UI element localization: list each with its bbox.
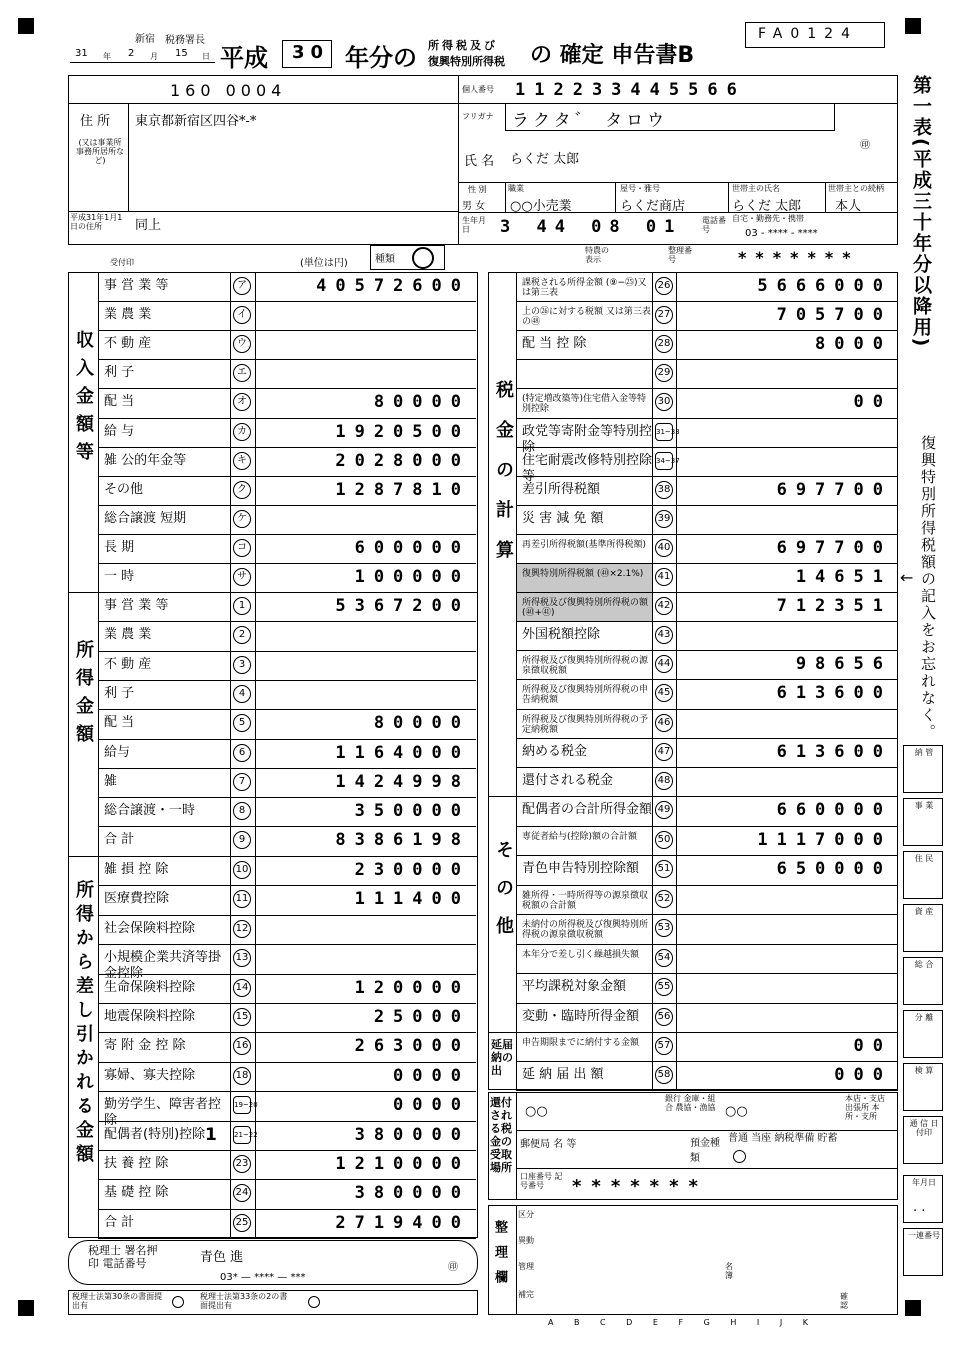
row-label: 寡婦、寡夫控除 bbox=[104, 1067, 196, 1083]
row-number-mark: 12 bbox=[233, 920, 251, 938]
row-label: 勤労学生、障害者控除 bbox=[104, 1097, 222, 1129]
side-box-label: 納 管 bbox=[914, 748, 934, 757]
side-box-label: 分 離 bbox=[914, 1013, 934, 1022]
row-value[interactable]: 263000 bbox=[354, 1036, 470, 1057]
row-label: 所得税及び復興特別所得税の額 (㊵+㊶) bbox=[522, 598, 649, 619]
row-value[interactable]: 697700 bbox=[776, 479, 892, 500]
uketsuke-label: 受付印 bbox=[110, 258, 134, 267]
row-value[interactable]: 380000 bbox=[354, 1124, 470, 1145]
tax-office-suffix: 税務署長 bbox=[165, 35, 205, 46]
row-label: 未納付の所得税及び復興特別所得税の源泉徴収税額 bbox=[522, 920, 649, 940]
row-value[interactable]: 8000 bbox=[815, 334, 892, 355]
row-label: 雑 損 控 除 bbox=[104, 862, 169, 877]
row-label: 事 営 業 等 bbox=[104, 598, 169, 613]
row-number-mark: ア bbox=[233, 277, 251, 295]
shotoku-section: 所得金額 bbox=[73, 640, 94, 752]
sex-value[interactable]: 男 女 bbox=[462, 201, 486, 212]
account-label: 口座番号 記号番号 bbox=[520, 1172, 563, 1190]
row-value[interactable]: 1117000 bbox=[757, 829, 892, 850]
seiri-block bbox=[488, 1205, 898, 1315]
row-value[interactable]: 98656 bbox=[795, 654, 892, 675]
row-label: 還付される税金 bbox=[522, 772, 614, 788]
row-label: 納める税金 bbox=[522, 743, 588, 759]
furigana[interactable]: ラクタ゛ タロウ bbox=[512, 111, 669, 131]
occupation-label: 職業 bbox=[508, 184, 524, 193]
submit-month: 2 bbox=[128, 48, 135, 59]
row-number-mark: 10 bbox=[233, 861, 251, 879]
row-number-mark: 56 bbox=[655, 1008, 673, 1026]
seiri-label-3: 補完 bbox=[518, 1290, 534, 1299]
row-number-mark: 4 bbox=[233, 685, 251, 703]
extension-section: 延届納の出 bbox=[491, 1038, 513, 1077]
row-label: 延 納 届 出 額 bbox=[522, 1067, 604, 1082]
row-number-mark: 15 bbox=[233, 1008, 251, 1026]
unit-label: (単位は円) bbox=[300, 258, 348, 269]
row-label: 利 子 bbox=[104, 365, 135, 381]
row-value[interactable]: 660000 bbox=[776, 800, 892, 820]
row-value[interactable]: 00 bbox=[853, 1036, 892, 1056]
row-value[interactable]: 00 bbox=[853, 392, 892, 413]
title-tax2: 復興特別所得税 bbox=[428, 55, 505, 68]
row-number-mark: 47 bbox=[655, 743, 673, 761]
row-number-mark: ウ bbox=[233, 335, 251, 353]
postal-code[interactable]: 160 0004 bbox=[170, 81, 287, 100]
phone-type: 自宅・勤務先・携帯 bbox=[732, 214, 804, 223]
kind-label: 種類 bbox=[375, 254, 395, 265]
row-number-mark: 45 bbox=[655, 684, 673, 702]
seiri-name-label: 名簿 bbox=[725, 1262, 733, 1280]
row-number-mark: 42 bbox=[655, 597, 673, 615]
row-label: 総合譲渡・一時 bbox=[104, 803, 196, 819]
row-number-mark: 51 bbox=[655, 860, 673, 878]
title-post: の 確定 申告書B bbox=[530, 43, 695, 68]
deposit-label: 預金種類 bbox=[690, 1138, 720, 1164]
submit-year: 31 bbox=[75, 48, 88, 59]
row-number-mark: 19~20 bbox=[233, 1096, 251, 1114]
seiri-label-0: 区分 bbox=[518, 1210, 534, 1219]
row-label: 一 時 bbox=[104, 569, 135, 584]
row-label: 利 子 bbox=[104, 685, 135, 701]
row-label: 長 期 bbox=[104, 539, 135, 555]
row-value[interactable]: 350000 bbox=[354, 801, 470, 822]
row-number-mark: 27 bbox=[655, 306, 673, 324]
row-label: 本年分で差し引く繰越損失額 bbox=[522, 949, 640, 960]
row-label: 所得税及び復興特別所得税の予定納税額 bbox=[522, 714, 649, 735]
row-value[interactable]: 650000 bbox=[776, 859, 892, 879]
row-label: 青色申告特別控除額 bbox=[522, 861, 640, 876]
row-number-mark: 38 bbox=[655, 481, 673, 499]
row-label: 不 動 産 bbox=[104, 336, 152, 352]
row-value[interactable]: 8386198 bbox=[335, 830, 470, 851]
row-number-mark: コ bbox=[233, 539, 251, 557]
row-label: 基 礎 控 除 bbox=[104, 1185, 169, 1201]
row-number-mark: カ bbox=[233, 423, 251, 441]
row-label: 生命保険料控除 bbox=[104, 979, 196, 995]
art30-circle[interactable] bbox=[172, 1296, 184, 1308]
accountant-phone[interactable]: 03* — **** — *** bbox=[220, 1272, 306, 1283]
side-title: 第一表(平成三十年分以降用) bbox=[910, 75, 932, 349]
row-value[interactable]: 230000 bbox=[354, 860, 470, 880]
row-number-mark: キ bbox=[233, 452, 251, 470]
bank-right[interactable]: ○○ bbox=[725, 1104, 748, 1119]
row-label: その他 bbox=[104, 481, 144, 497]
row-label: 配 当 bbox=[104, 394, 135, 410]
row-value[interactable]: 600000 bbox=[354, 537, 470, 558]
era: 平成 bbox=[220, 44, 268, 72]
deposit-types[interactable]: 普通 当座 納税準備 貯蓄 bbox=[728, 1133, 838, 1144]
row-number-mark: サ bbox=[233, 568, 251, 586]
row-value[interactable]: 100000 bbox=[354, 567, 470, 587]
shop-label: 屋号・雅号 bbox=[620, 184, 660, 193]
name[interactable]: らくだ 太郎 bbox=[510, 152, 580, 167]
row-number-mark: 7 bbox=[233, 773, 251, 791]
jan1-address[interactable]: 同上 bbox=[135, 218, 162, 233]
row-number-mark: 48 bbox=[655, 772, 673, 790]
registration-mark bbox=[905, 1300, 921, 1316]
row-label: 雑 公的年金等 bbox=[104, 452, 187, 468]
accountant-name[interactable]: 青色 進 bbox=[200, 1250, 244, 1265]
side-box-label: 一連番号 bbox=[908, 1231, 940, 1240]
row-label: 業 農 業 bbox=[104, 627, 152, 643]
birth[interactable]: 3 44 08 01 bbox=[500, 217, 683, 237]
row-number-mark: 57 bbox=[655, 1037, 673, 1055]
row-label: 平均課税対象金額 bbox=[522, 979, 627, 994]
row-number-mark: 25 bbox=[233, 1214, 251, 1232]
side-box-label: 事 業 bbox=[914, 801, 934, 810]
row-number-mark: 49 bbox=[655, 801, 673, 819]
side-box-label: 住 民 bbox=[914, 854, 934, 863]
year-value: 30 bbox=[292, 42, 330, 63]
row-label: 配 当 控 除 bbox=[522, 336, 587, 352]
row-value[interactable]: 0000 bbox=[393, 1065, 470, 1086]
row-number-mark: エ bbox=[233, 364, 251, 382]
birth-label: 生年月日 bbox=[462, 216, 486, 234]
row-number-mark: イ bbox=[233, 306, 251, 324]
row-value[interactable]: 1287810 bbox=[335, 479, 470, 500]
seal-mark: ㊞ bbox=[860, 140, 870, 151]
art33-circle[interactable] bbox=[308, 1296, 320, 1308]
row-value[interactable]: 613600 bbox=[776, 741, 892, 762]
row-number-mark: 28 bbox=[655, 335, 673, 353]
row-number-mark: ケ bbox=[233, 510, 251, 528]
side-box-label: 検 算 bbox=[914, 1066, 934, 1075]
submit-day: 15 bbox=[175, 48, 188, 59]
row-label: 配 当 bbox=[104, 715, 135, 731]
registration-mark bbox=[18, 18, 34, 34]
row-label: 変動・臨時所得金額 bbox=[522, 1008, 640, 1024]
row-label: 給 与 bbox=[104, 423, 135, 439]
special-label: 特農の表示 bbox=[585, 246, 609, 264]
tax-section: 税金の計算 bbox=[493, 380, 514, 580]
side-box-label: 通 信 日付印 bbox=[909, 1119, 939, 1137]
relation[interactable]: 本人 bbox=[835, 199, 862, 214]
row-label: 上の㉖に対する税額 又は第三表の㊽ bbox=[522, 307, 651, 328]
row-number-mark: 11 bbox=[233, 890, 251, 908]
row-label: 災 害 減 免 額 bbox=[522, 510, 604, 526]
phone-label: 電話番号 bbox=[702, 216, 726, 234]
date-dots: . . bbox=[913, 1200, 926, 1215]
row-number-mark: 1 bbox=[233, 597, 251, 615]
side-note: 復興特別所得税額の記入をお忘れなく。 bbox=[919, 435, 937, 741]
row-label: 雑 bbox=[104, 773, 118, 789]
row-value[interactable]: 613600 bbox=[776, 683, 892, 704]
row-label: 再差引所得税額(基準所得税額) bbox=[522, 539, 647, 550]
side-box-label: 資 産 bbox=[914, 907, 934, 916]
row-label: 所得税及び復興特別所得税の申告納税額 bbox=[522, 685, 649, 706]
seiri-section: 整理欄 bbox=[492, 1220, 507, 1295]
row-number-mark: ク bbox=[233, 481, 251, 499]
branch-label: 本店・支店 出張所 本所・支所 bbox=[845, 1094, 885, 1121]
row-label: 配偶者(特別)控除 bbox=[104, 1126, 206, 1142]
row-label: (特定増改築等)住宅借入金等特別控除 bbox=[522, 394, 647, 415]
row-value[interactable]: 712351 bbox=[776, 596, 892, 617]
row-value[interactable]: 40572600 bbox=[316, 276, 470, 296]
row-label: 給与 bbox=[104, 744, 131, 760]
row-value[interactable]: 111400 bbox=[354, 889, 470, 910]
row-number-mark: 52 bbox=[655, 890, 673, 908]
furigana-label: フリガナ bbox=[462, 112, 494, 121]
row-number-mark: 14 bbox=[233, 979, 251, 997]
row-label: 雑所得・一時所得等の源泉徴収税額の合計額 bbox=[522, 890, 649, 911]
row-value[interactable]: 80000 bbox=[373, 713, 470, 734]
occupation[interactable]: ○○小売業 bbox=[510, 199, 572, 214]
row-label: 地震保険料控除 bbox=[104, 1009, 196, 1024]
shop[interactable]: らくだ商店 bbox=[620, 199, 686, 214]
account-number[interactable]: ******* bbox=[572, 1176, 708, 1197]
row-value[interactable]: 80000 bbox=[373, 392, 470, 413]
row-label: 扶 養 控 除 bbox=[104, 1156, 169, 1171]
accountant-seal: ㊞ bbox=[448, 1262, 458, 1273]
row-value[interactable]: 2719400 bbox=[335, 1212, 470, 1233]
householder-label: 世帯主の氏名 bbox=[732, 184, 780, 193]
row-value[interactable]: 120000 bbox=[354, 977, 470, 998]
row-number-mark: オ bbox=[233, 393, 251, 411]
row-label: 申告期限までに納付する金額 bbox=[522, 1038, 640, 1048]
row-number-mark: 16 bbox=[233, 1037, 251, 1055]
row-number-mark: 29 bbox=[655, 364, 673, 382]
row-number-mark: 18 bbox=[233, 1067, 251, 1085]
title-pre: 年分の bbox=[345, 44, 417, 72]
row-value[interactable]: 697700 bbox=[776, 537, 892, 558]
tax-office: 新宿 bbox=[135, 34, 155, 45]
row-number-mark: 2 bbox=[233, 626, 251, 644]
row-label: 課税される所得金額 (⑨−㉕)又は第三表 bbox=[522, 278, 647, 298]
other-section: その他 bbox=[493, 840, 514, 954]
phone[interactable]: 03 - **** - **** bbox=[745, 228, 818, 239]
row-label: 専従者給与(控除)額の合計額 bbox=[522, 831, 638, 842]
row-value[interactable]: 5367200 bbox=[335, 596, 470, 616]
postal-label: 郵便局 名 等 bbox=[520, 1139, 577, 1150]
row-number-mark: 3 bbox=[233, 656, 251, 674]
seiri-label: 整理番号 bbox=[668, 246, 692, 264]
address-sub: (又は事業所事務所居所など) bbox=[76, 138, 124, 165]
row-value[interactable]: 0000 bbox=[393, 1095, 470, 1116]
row-number-mark: 43 bbox=[655, 626, 673, 644]
row-number-mark: 21~22 bbox=[233, 1126, 251, 1144]
row-label: 寄 附 金 控 除 bbox=[104, 1038, 186, 1054]
row-number-mark: 58 bbox=[655, 1066, 673, 1084]
row-value[interactable]: 5666000 bbox=[757, 276, 892, 296]
sex-label: 性 別 bbox=[468, 185, 487, 194]
registration-mark bbox=[18, 1300, 34, 1316]
row-label: 事 営 業 等 bbox=[104, 278, 169, 293]
seiri-confirm-label: 確認 bbox=[840, 1292, 848, 1310]
row-value[interactable]: 1164000 bbox=[335, 742, 470, 763]
side-box-label: 年月日 bbox=[912, 1178, 936, 1187]
row-label: 住宅耐震改修特別控除等 bbox=[522, 452, 653, 484]
row-number-mark: 24 bbox=[233, 1184, 251, 1202]
bank-left[interactable]: ○○ bbox=[525, 1104, 548, 1119]
deposit-circle[interactable] bbox=[733, 1150, 746, 1163]
row-label: 復興特別所得税額 (㊵×2.1%) bbox=[522, 569, 644, 579]
row-number-mark: 34~37 bbox=[655, 452, 673, 470]
mynumber[interactable]: 112233445566 bbox=[515, 80, 746, 100]
row-number-mark: 23 bbox=[233, 1155, 251, 1173]
form-code: FA0124 bbox=[758, 26, 858, 42]
row-label: 所得税及び復興特別所得税の源泉徴収税額 bbox=[522, 656, 649, 677]
row-label: 政党等寄附金等特別控除 bbox=[522, 423, 653, 455]
row-number-mark: 53 bbox=[655, 919, 673, 937]
row-number-mark: 50 bbox=[655, 831, 673, 849]
row-label: 差引所得税額 bbox=[522, 481, 601, 497]
title-tax1: 所得税及び bbox=[428, 39, 498, 52]
relation-label: 世帯主との続柄 bbox=[828, 184, 884, 193]
name-label: 氏 名 bbox=[464, 154, 495, 169]
row-label: 業 農 業 bbox=[104, 307, 152, 323]
art33-label: 税理士法第33条の2の書面提出有 bbox=[200, 1292, 288, 1310]
row-label: 不 動 産 bbox=[104, 656, 152, 672]
row-kubun[interactable]: 1 bbox=[205, 1124, 217, 1145]
row-number-mark: 54 bbox=[655, 949, 673, 967]
accountant-label: 税理士 署名押印 電話番号 bbox=[88, 1244, 158, 1270]
row-number-mark: 8 bbox=[233, 802, 251, 820]
art30-label: 税理士法第30条の書面提出有 bbox=[72, 1292, 163, 1310]
row-label: 総合譲渡 短期 bbox=[104, 510, 187, 526]
row-value[interactable]: 1920500 bbox=[335, 421, 470, 442]
row-label: 外国税額控除 bbox=[522, 627, 601, 643]
row-value[interactable]: 1210000 bbox=[335, 1154, 470, 1174]
address-label: 住 所 bbox=[80, 114, 111, 129]
seiri-label-2: 管理 bbox=[518, 1262, 534, 1271]
row-label: 合 計 bbox=[104, 832, 135, 848]
row-number-mark: 26 bbox=[655, 277, 673, 295]
seiri-number: ******* bbox=[738, 248, 860, 267]
mynumber-label: 個人番号 bbox=[462, 85, 494, 94]
income-section: 収入金額等 bbox=[73, 330, 94, 470]
side-box-label: 総 合 bbox=[914, 960, 934, 969]
row-value[interactable]: 380000 bbox=[354, 1183, 470, 1204]
refund-section: 還付される税金の受取場所 bbox=[490, 1096, 512, 1174]
row-number-mark: 6 bbox=[233, 744, 251, 762]
row-value[interactable]: 25000 bbox=[373, 1007, 470, 1027]
address[interactable]: 東京都新宿区四谷*-* bbox=[135, 114, 257, 129]
side-note-arrow: ← bbox=[900, 568, 914, 587]
row-number-mark: 31~33 bbox=[655, 423, 673, 441]
row-number-mark: 40 bbox=[655, 539, 673, 557]
row-value[interactable]: 000 bbox=[834, 1065, 892, 1085]
row-label: 医療費控除 bbox=[104, 891, 170, 907]
row-number-mark: 39 bbox=[655, 510, 673, 528]
row-number-mark: 55 bbox=[655, 978, 673, 996]
deduction-section: 所得から差し引かれる金額 bbox=[73, 880, 94, 1168]
row-value[interactable]: 1424998 bbox=[335, 771, 470, 792]
householder[interactable]: らくだ 太郎 bbox=[732, 199, 802, 214]
row-value[interactable]: 2028000 bbox=[335, 450, 470, 471]
row-label: 小規模企業共済等掛金控除 bbox=[104, 950, 222, 982]
row-value[interactable]: 705700 bbox=[776, 305, 892, 326]
row-value[interactable]: 14651 bbox=[795, 567, 892, 587]
row-label: 合 計 bbox=[104, 1214, 135, 1230]
registration-mark bbox=[905, 18, 921, 34]
row-number-mark: 13 bbox=[233, 949, 251, 967]
row-number-mark: 44 bbox=[655, 655, 673, 673]
kind-circle[interactable] bbox=[412, 247, 434, 269]
row-number-mark: 30 bbox=[655, 393, 673, 411]
row-label: 社会保険料控除 bbox=[104, 920, 196, 936]
row-number-mark: 9 bbox=[233, 831, 251, 849]
row-number-mark: 46 bbox=[655, 714, 673, 732]
row-label: 配偶者の合計所得金額 bbox=[522, 802, 653, 817]
seiri-columns: A B C D E F G H I J K bbox=[548, 1318, 808, 1327]
row-number-mark: 41 bbox=[655, 568, 673, 586]
bank-label: 銀行 金庫・組合 農協・漁協 bbox=[665, 1094, 716, 1112]
jan1-label: 平成31年1月1日の住所 bbox=[70, 213, 123, 231]
seiri-label-1: 異動 bbox=[518, 1236, 534, 1245]
row-number-mark: 5 bbox=[233, 714, 251, 732]
